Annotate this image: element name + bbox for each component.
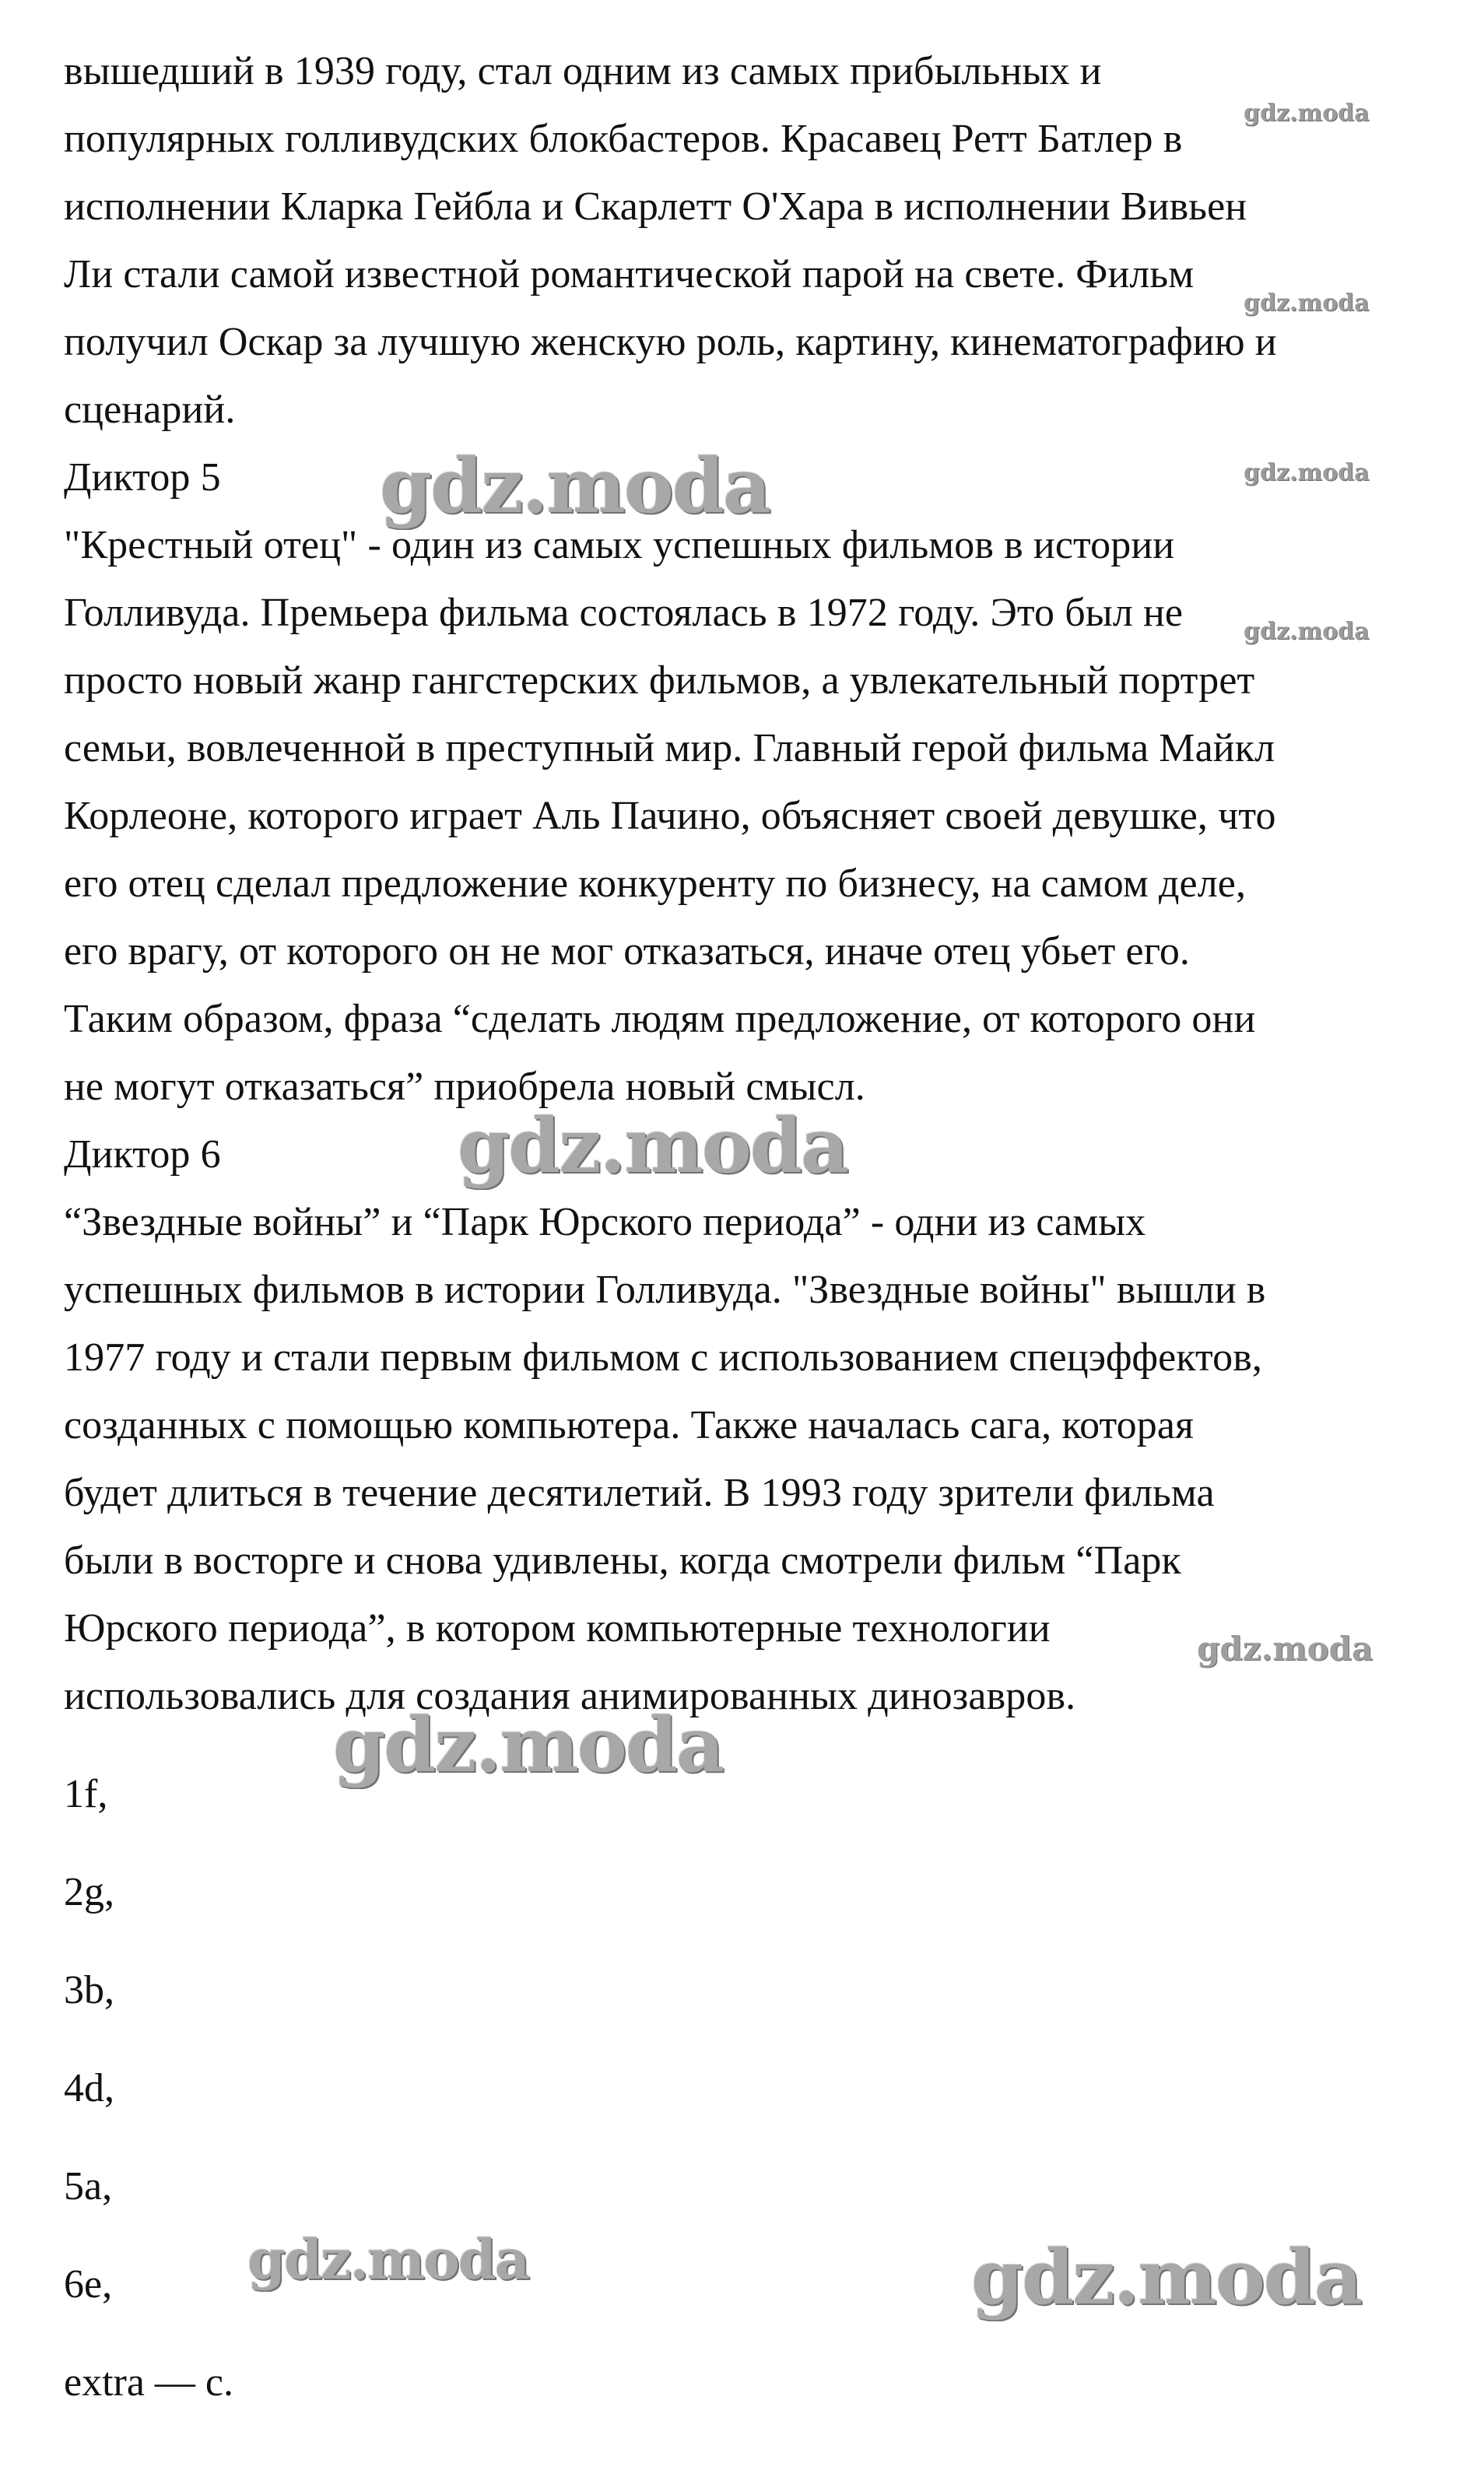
watermark: gdz.moda	[971, 2233, 1362, 2321]
text-line: популярных голливудских блокбастеров. Красавец Ретт Батлер в	[64, 117, 1183, 161]
watermark: gdz.moda	[247, 2227, 529, 2292]
watermark: gdz.moda	[1244, 289, 1370, 317]
text-line: вышедший в 1939 году, стал одним из самых прибыльных и	[64, 49, 1102, 93]
text-line: будет длиться в течение десятилетий. В 1993 году зрители фильма	[64, 1471, 1215, 1515]
text-line: использовались для создания анимированных динозавров.	[64, 1674, 1076, 1718]
answer-item: 2g,	[64, 1870, 114, 1914]
watermark: gdz.moda	[1197, 1630, 1373, 1668]
answer-list	[64, 1745, 1433, 2432]
text-line: его врагу, от которого он не мог отказаться, иначе отец убьет его.	[64, 929, 1191, 974]
text-line: не могут отказаться” приобрела новый смысл.	[64, 1065, 865, 1109]
watermark: gdz.moda	[1244, 459, 1370, 486]
document-page	[64, 37, 1433, 2432]
answer-item: 1f,	[64, 1772, 108, 1816]
transcript-text	[64, 37, 1433, 1730]
text-line: 1977 году и стали первым фильмом с использованием спецэффектов,	[64, 1335, 1262, 1380]
text-line: Юрского периода”, в котором компьютерные технологии	[64, 1606, 1051, 1651]
speaker-heading: Диктор 6	[64, 1132, 221, 1177]
text-line: получил Оскар за лучшую женскую роль, картину, кинематографию и	[64, 320, 1277, 364]
speaker-heading: Диктор 5	[64, 455, 221, 500]
text-line: его отец сделал предложение конкуренту по бизнесу, на самом деле,	[64, 861, 1247, 906]
answer-item: 6e,	[64, 2262, 113, 2307]
answer-item: extra — c.	[64, 2360, 234, 2405]
text-line: Ли стали самой известной романтической парой на свете. Фильм	[64, 252, 1195, 296]
text-line: “Звездные войны” и “Парк Юрского периода” - одни из самых	[64, 1200, 1146, 1244]
text-line: Таким образом, фраза “сделать людям предложение, от которого они	[64, 997, 1256, 1041]
watermark: gdz.moda	[458, 1102, 848, 1190]
text-line: просто новый жанр гангстерских фильмов, а увлекательный портрет	[64, 658, 1255, 703]
text-line: были в восторге и снова удивлены, когда смотрели фильм “Парк	[64, 1538, 1181, 1583]
text-line: созданных с помощью компьютера. Также началась сага, которая	[64, 1403, 1195, 1447]
answer-item: 3b,	[64, 1968, 114, 2012]
text-line: Голливуда. Премьера фильма состоялась в 1972 году. Это был не	[64, 591, 1184, 635]
text-line: исполнении Кларка Гейбла и Скарлетт О'Хара в исполнении Вивьен	[64, 184, 1247, 229]
text-line: семьи, вовлеченной в преступный мир. Главный герой фильма Майкл	[64, 726, 1275, 770]
text-line: успешных фильмов в истории Голливуда. "Звездные войны" вышли в	[64, 1268, 1266, 1312]
text-line: "Крестный отец" - один из самых успешных фильмов в истории	[64, 523, 1175, 567]
watermark: gdz.moda	[380, 442, 770, 530]
watermark: gdz.moda	[1244, 618, 1370, 645]
text-line: сценарий.	[64, 388, 236, 432]
watermark: gdz.moda	[1244, 100, 1370, 127]
watermark: gdz.moda	[333, 1701, 724, 1789]
text-line: Корлеоне, которого играет Аль Пачино, объясняет своей девушке, что	[64, 794, 1276, 838]
answer-item: 5a,	[64, 2164, 113, 2209]
answer-item: 4d,	[64, 2066, 114, 2110]
